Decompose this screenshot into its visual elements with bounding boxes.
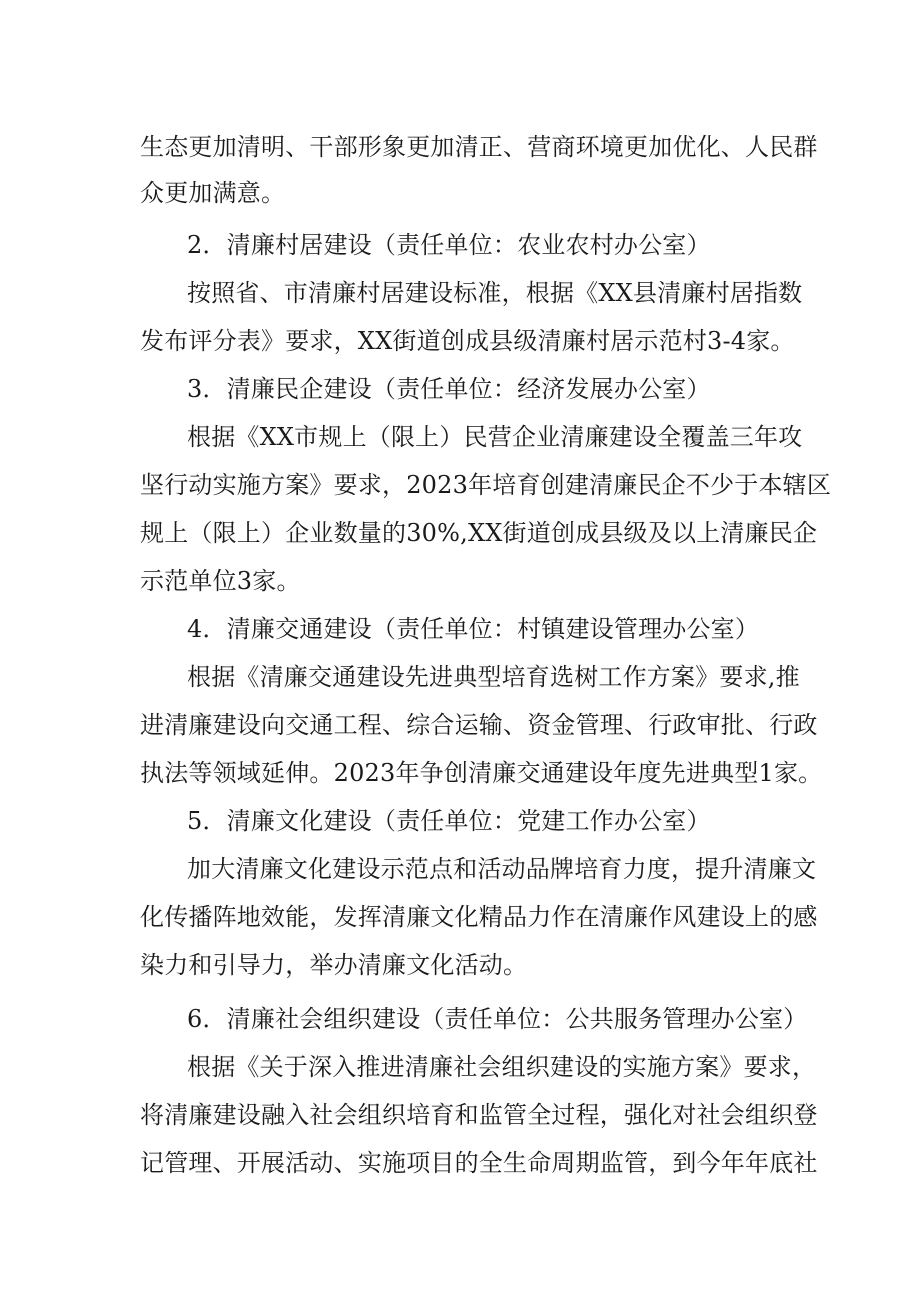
text-line: 生态更加清明、干部形象更加清正、营商环境更加优化、人民群 bbox=[140, 133, 818, 161]
text-line: 将清廉建设融入社会组织培育和监管全过程，强化对社会组织登 bbox=[140, 1101, 818, 1129]
text-line: 染力和引导力，举办清廉文化活动。 bbox=[140, 951, 528, 979]
text-line: 进清廉建设向交通工程、综合运输、资金管理、行政审批、行政 bbox=[140, 711, 818, 739]
text-line: 记管理、开展活动、实施项目的全生命周期监管，到今年年底社 bbox=[140, 1149, 818, 1177]
text-line: 根据《XX市规上（限上）民营企业清廉建设全覆盖三年攻 bbox=[187, 423, 803, 451]
text-line: 加大清廉文化建设示范点和活动品牌培育力度，提升清廉文 bbox=[187, 855, 817, 883]
section-heading: 5．清廉文化建设（责任单位：党建工作办公室） bbox=[187, 807, 711, 835]
section-heading: 6．清廉社会组织建设（责任单位：公共服务管理办公室） bbox=[187, 1005, 808, 1033]
text-line: 坚行动实施方案》要求，2023年培育创建清廉民企不少于本辖区 bbox=[140, 471, 832, 499]
text-line: 根据《清廉交通建设先进典型培育选树工作方案》要求,推 bbox=[187, 663, 800, 691]
text-line: 示范单位3家。 bbox=[140, 567, 301, 595]
text-line: 发布评分表》要求，XX街道创成县级清廉村居示范村3-4家。 bbox=[140, 327, 795, 355]
text-line: 化传播阵地效能，发挥清廉文化精品力作在清廉作风建设上的感 bbox=[140, 903, 818, 931]
text-line: 规上（限上）企业数量的30%,XX街道创成县级及以上清廉民企 bbox=[140, 519, 818, 547]
section-heading: 3．清廉民企建设（责任单位：经济发展办公室） bbox=[187, 375, 711, 403]
section-heading: 2．清廉村居建设（责任单位：农业农村办公室） bbox=[187, 231, 711, 259]
text-line: 执法等领域延伸。2023年争创清廉交通建设年度先进典型1家。 bbox=[140, 759, 823, 787]
text-line: 根据《关于深入推进清廉社会组织建设的实施方案》要求， bbox=[187, 1053, 817, 1081]
text-line: 众更加满意。 bbox=[140, 179, 286, 207]
text-line: 按照省、市清廉村居建设标准，根据《XX县清廉村居指数 bbox=[187, 279, 803, 307]
section-heading: 4．清廉交通建设（责任单位：村镇建设管理办公室） bbox=[187, 615, 760, 643]
